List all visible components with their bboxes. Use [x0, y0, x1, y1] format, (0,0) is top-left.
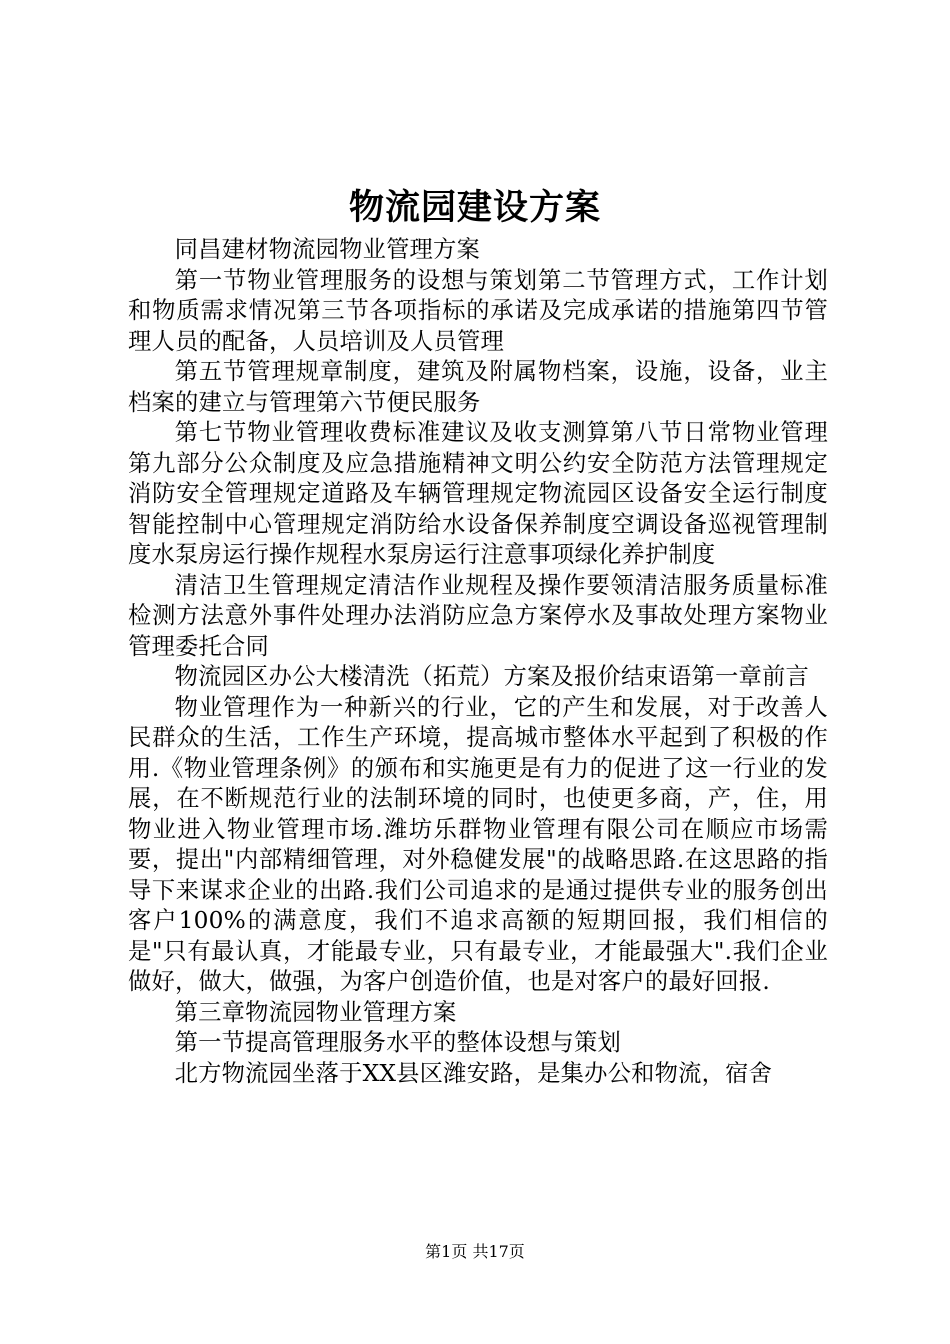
paragraph: 第五节管理规章制度，建筑及附属物档案，设施，设备，业主档案的建立与管理第六节便民服务 — [128, 358, 828, 416]
paragraph: 物业管理作为一种新兴的行业，它的产生和发展，对于改善人民群众的生活，工作生产环境，提高城市整体水平起到了积极的作用.《物业管理条例》的颁布和实施更是有力的促进了这一行业的发展，在不断规范行业的法制环境的同时，也使更多商，产，住，用物业进入物业管理市场.潍坊乐群物业管理有限公司在顺应市场需要，提出"内部精细管理，对外稳健发展"的战略思路.在这思路的指导下来谋求企业的出路.我们公司追求的是通过提供专业的服务创出客户100%的满意度，我们不追求高额的短期回报，我们相信的是"只有最认真，才能最专业，只有最专业，才能最强大".我们企业做好，做大，做强，为客户创造价值，也是对客户的最好回报. — [128, 693, 828, 995]
paragraph: 物流园区办公大楼清洗（拓荒）方案及报价结束语第一章前言 — [174, 663, 810, 690]
paragraph: 第一节提高管理服务水平的整体设想与策划 — [174, 1029, 622, 1056]
page-number-footer: 第1页 共17页 — [425, 1242, 525, 1261]
paragraph: 北方物流园坐落于XX县区潍安路，是集办公和物流，宿舍 — [174, 1059, 773, 1087]
paragraph: 清洁卫生管理规定清洁作业规程及操作要领清洁服务质量标准检测方法意外事件处理办法消防应急方案停水及事故处理方案物业管理委托合同 — [128, 571, 828, 660]
paragraph: 同昌建材物流园物业管理方案 — [174, 236, 481, 263]
paragraph: 第三章物流园物业管理方案 — [174, 998, 457, 1026]
document-title: 物流园建设方案 — [348, 187, 601, 228]
paragraph: 第一节物业管理服务的设想与策划第二节管理方式，工作计划和物质需求情况第三节各项指标的承诺及完成承诺的措施第四节管理人员的配备，人员培训及人员管理 — [128, 266, 828, 355]
document-body — [128, 235, 828, 1089]
paragraph: 第七节物业管理收费标准建议及收支测算第八节日常物业管理第九部分公众制度及应急措施精神文明公约安全防范方法管理规定消防安全管理规定道路及车辆管理规定物流园区设备安全运行制度智能控制中心管理规定消防给水设备保养制度空调设备巡视管理制度水泵房运行操作规程水泵房运行注意事项绿化养护制度 — [128, 419, 828, 568]
